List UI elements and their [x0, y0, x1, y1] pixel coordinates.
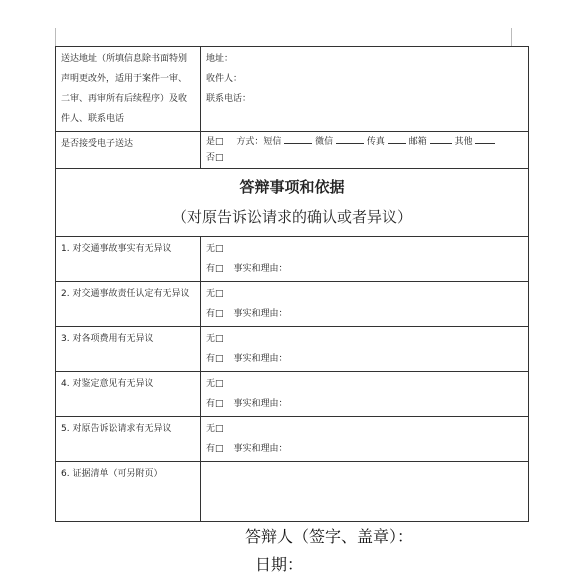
item-label: 1. 对交通事故事实有无异议 — [61, 244, 172, 254]
sms-blank[interactable] — [284, 134, 312, 144]
page-corner-mark-left — [55, 28, 56, 46]
address-label-cell — [56, 47, 201, 132]
evidence-label-cell — [56, 462, 201, 522]
item-answer-cell — [201, 237, 529, 282]
email-label: 邮箱 — [408, 137, 427, 147]
item-reason-label: 事实和理由： — [233, 264, 288, 274]
e-delivery-label — [56, 132, 201, 169]
evidence-label: 6. 证据清单（可另附页） — [61, 469, 163, 479]
item-row — [56, 282, 529, 327]
wechat-label: 微信 — [315, 137, 334, 147]
item-label: 5. 对原告诉讼请求有无异议 — [61, 424, 172, 434]
defense-form-table — [55, 46, 529, 522]
item-no-checkbox[interactable]: 无□ — [206, 244, 224, 254]
phone-field-label: 联系电话： — [206, 94, 252, 104]
item-no-checkbox[interactable]: 无□ — [206, 334, 224, 344]
item-label-cell — [56, 327, 201, 372]
item-answer-cell — [201, 282, 529, 327]
evidence-row — [56, 462, 529, 522]
item-no-checkbox[interactable]: 无□ — [206, 424, 224, 434]
item-yes-checkbox[interactable]: 有□ — [206, 309, 224, 319]
item-label: 2. 对交通事故责任认定有无异议 — [61, 289, 190, 299]
item-no-checkbox[interactable]: 无□ — [206, 289, 224, 299]
fax-blank[interactable] — [388, 134, 406, 144]
other-blank[interactable] — [475, 134, 495, 144]
item-row — [56, 372, 529, 417]
item-row — [56, 237, 529, 282]
item-yes-checkbox[interactable]: 有□ — [206, 264, 224, 274]
item-label-cell — [56, 372, 201, 417]
item-answer-cell — [201, 327, 529, 372]
item-label-cell — [56, 237, 201, 282]
signature-line: 答辩人（签字、盖章）： — [245, 527, 414, 546]
item-yes-checkbox[interactable]: 有□ — [206, 354, 224, 364]
heading-row — [56, 169, 529, 237]
date-line: 日期： — [255, 555, 304, 574]
item-answer-cell — [201, 417, 529, 462]
email-blank[interactable] — [430, 134, 452, 144]
item-answer-cell — [201, 372, 529, 417]
e-delivery-label-text: 是否接受电子送达 — [61, 139, 134, 149]
e-delivery-yes-checkbox[interactable]: 是□ — [206, 137, 224, 147]
item-row — [56, 417, 529, 462]
item-label-cell — [56, 417, 201, 462]
fax-label: 传真 — [366, 137, 385, 147]
address-label-line: 声明更改外，适用于案件一审、 — [61, 74, 188, 84]
address-value-cell[interactable] — [201, 47, 529, 132]
section-subtitle: （对原告诉讼请求的确认或者异议） — [171, 208, 412, 226]
address-label-line: 二审、再审所有后续程序）及收 — [61, 94, 188, 104]
e-delivery-options-cell — [201, 132, 529, 169]
item-label-cell — [56, 282, 201, 327]
item-reason-label: 事实和理由： — [233, 444, 288, 454]
e-delivery-no-checkbox[interactable]: 否□ — [206, 153, 224, 163]
item-reason-label: 事实和理由： — [233, 354, 288, 364]
e-delivery-row — [56, 132, 529, 169]
address-field-label: 地址： — [206, 54, 234, 64]
item-yes-checkbox[interactable]: 有□ — [206, 444, 224, 454]
page-corner-mark-right — [511, 28, 512, 46]
section-title: 答辩事项和依据 — [239, 178, 345, 196]
recipient-field-label: 收件人： — [206, 74, 243, 84]
item-yes-checkbox[interactable]: 有□ — [206, 399, 224, 409]
item-row — [56, 327, 529, 372]
evidence-input-cell[interactable] — [201, 462, 529, 522]
item-label: 3. 对各项费用有无异议 — [61, 334, 154, 344]
address-row — [56, 47, 529, 132]
wechat-blank[interactable] — [336, 134, 364, 144]
item-reason-label: 事实和理由： — [233, 399, 288, 409]
e-delivery-method-label: 方式：短信 — [236, 137, 282, 147]
address-label-line: 送达地址（所填信息除书面特别 — [61, 54, 188, 64]
address-label-line: 件人、联系电话 — [61, 114, 125, 124]
item-no-checkbox[interactable]: 无□ — [206, 379, 224, 389]
item-label: 4. 对鉴定意见有无异议 — [61, 379, 154, 389]
section-heading-cell — [56, 169, 529, 237]
other-label: 其他 — [454, 137, 473, 147]
item-reason-label: 事实和理由： — [233, 309, 288, 319]
